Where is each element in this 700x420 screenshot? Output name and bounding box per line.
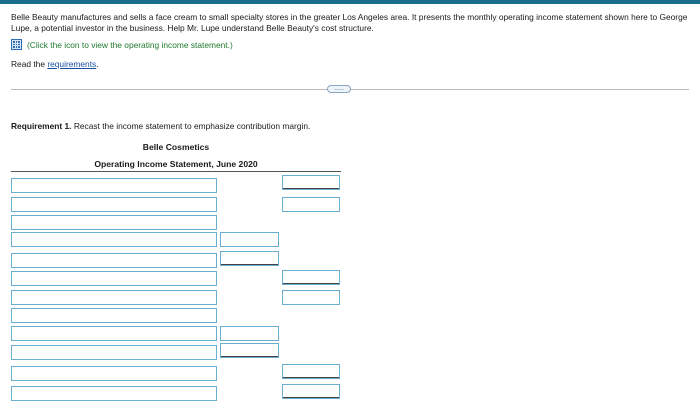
total-amount-input[interactable]: [282, 384, 340, 399]
read-requirements-line: [11, 59, 99, 69]
subtotal-amount-input[interactable]: [220, 251, 279, 266]
requirement-text: Recast the income statement to emphasize contribution margin.: [71, 121, 311, 131]
line-label-input[interactable]: [11, 271, 217, 286]
line-label-input[interactable]: [11, 232, 217, 247]
read-suffix: .: [96, 59, 99, 69]
subtotal-amount-input[interactable]: [220, 326, 279, 341]
total-amount-input[interactable]: [282, 270, 340, 285]
calculator-icon[interactable]: [11, 39, 22, 50]
expand-more-button[interactable]: .....: [327, 85, 351, 93]
subtotal-amount-input[interactable]: [220, 232, 279, 247]
line-label-input[interactable]: [11, 290, 217, 305]
problem-intro-text: Belle Beauty manufactures and sells a face cream to small specialty stores in the greater Los Angeles area. It presents the monthly operating income statement shown here to George Lupe, a potential investor in the business. Help Mr. Lupe understand Belle Beauty's cost structure.: [11, 12, 688, 33]
total-amount-input[interactable]: [282, 364, 340, 379]
statement-header-rule: [11, 171, 341, 172]
total-amount-input[interactable]: [282, 290, 340, 305]
line-label-input[interactable]: [11, 366, 217, 381]
line-label-input[interactable]: [11, 386, 217, 401]
line-label-input[interactable]: [11, 178, 217, 193]
view-statement-hint: (Click the icon to view the operating income statement.): [27, 39, 233, 50]
requirement-label: Requirement 1.: [11, 121, 72, 131]
requirements-link[interactable]: requirements: [47, 59, 97, 69]
subtotal-amount-input[interactable]: [220, 343, 279, 358]
statement-title: Operating Income Statement, June 2020: [94, 159, 258, 169]
line-label-input[interactable]: [11, 197, 217, 212]
line-label-input[interactable]: [11, 345, 217, 360]
company-name: Belle Cosmetics: [142, 142, 210, 152]
total-amount-input[interactable]: [282, 197, 340, 212]
requirement-title: [11, 121, 310, 131]
top-accent-bar: [0, 0, 700, 4]
line-label-input[interactable]: [11, 326, 217, 341]
statement-icon-line: [11, 39, 233, 50]
line-label-input[interactable]: [11, 253, 217, 268]
line-label-input[interactable]: [11, 215, 217, 230]
total-amount-input[interactable]: [282, 175, 340, 190]
read-prefix: Read the: [11, 59, 48, 69]
line-label-input[interactable]: [11, 308, 217, 323]
